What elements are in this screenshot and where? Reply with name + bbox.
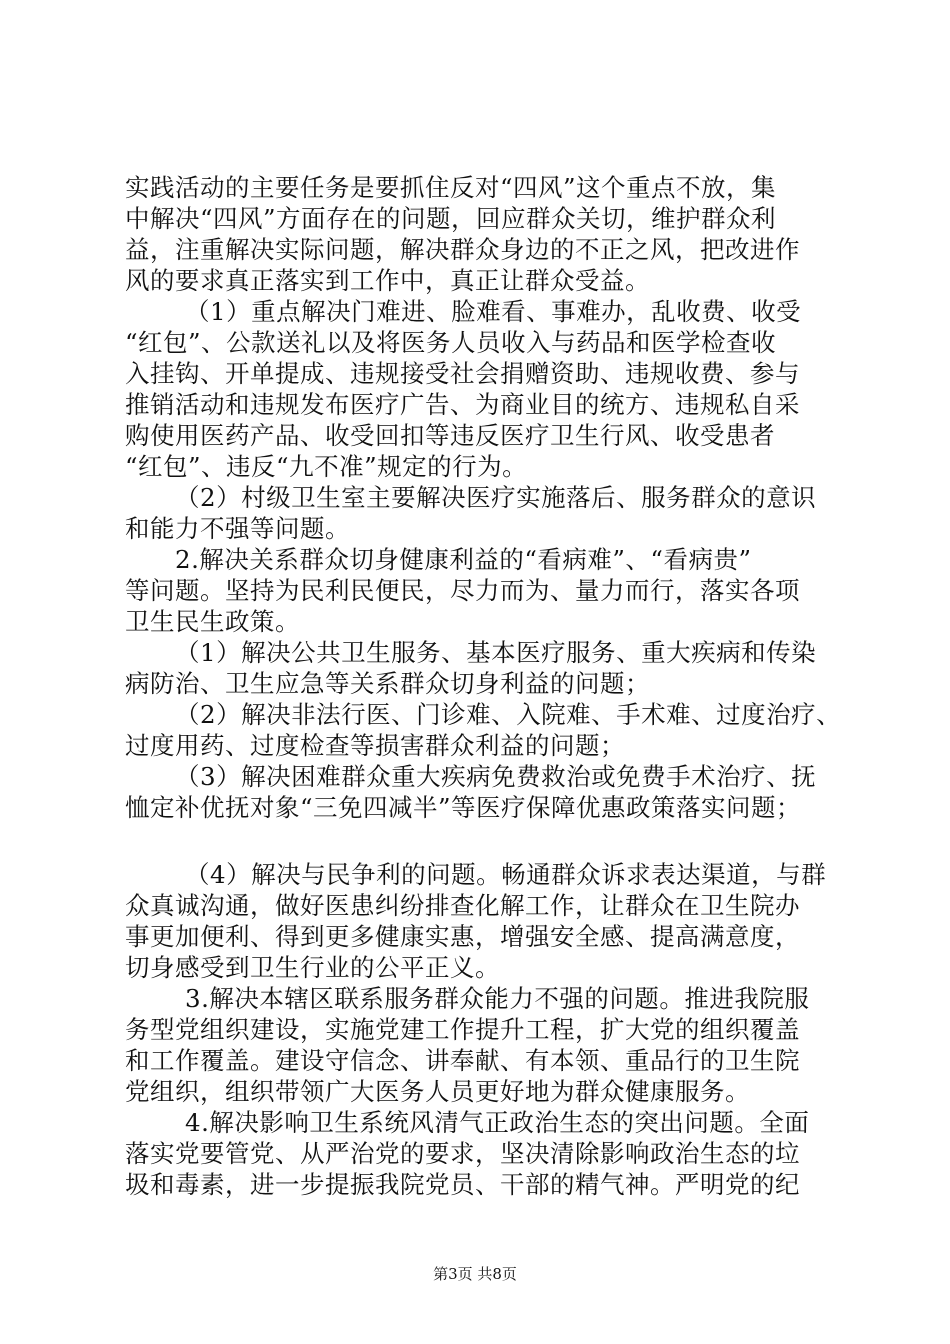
text-line: 推销活动和违规发布医疗广告、为商业目的统方、违规私自采: [125, 390, 800, 419]
text-line: 落实党要管党、从严治党的要求，坚决清除影响政治生态的垃: [125, 1139, 800, 1168]
text-line: （1）重点解决门难进、脸难看、事难办，乱收费、收受: [185, 297, 802, 326]
text-line: 和工作覆盖。建设守信念、讲奉献、有本领、重品行的卫生院: [125, 1046, 800, 1075]
text-line: （1）解决公共卫生服务、基本医疗服务、重大疾病和传染: [175, 638, 817, 667]
text-line: 3.解决本辖区联系服务群众能力不强的问题。推进我院服: [185, 984, 810, 1013]
text-line: 卫生民生政策。: [125, 607, 300, 636]
text-line: 等问题。坚持为民利民便民，尽力而为、量力而行，落实各项: [125, 576, 800, 605]
document-body: [125, 172, 842, 1200]
text-line: （2）解决非法行医、门诊难、入院难、手术难、过度治疗、: [175, 700, 842, 729]
text-line: 务型党组织建设，实施党建工作提升工程，扩大党的组织覆盖: [125, 1015, 800, 1044]
text-line: 入挂钩、开单提成、违规接受社会捐赠资助、违规收费、参与: [125, 359, 800, 388]
text-line: 众真诚沟通，做好医患纠纷排查化解工作，让群众在卫生院办: [125, 891, 800, 920]
text-line: 实践活动的主要任务是要抓住反对“四风”这个重点不放，集: [125, 173, 777, 202]
text-line: 恤定补优抚对象“三免四减半”等医疗保障优惠政策落实问题；: [125, 793, 802, 822]
text-line: 中解决“四风”方面存在的问题，回应群众关切，维护群众利: [125, 204, 777, 233]
paragraph-gap: [125, 823, 835, 859]
text-line: 过度用药、过度检查等损害群众利益的问题；: [125, 731, 625, 760]
text-line: 事更加便利、得到更多健康实惠，增强安全感、提高满意度，: [125, 922, 800, 951]
text-line: 圾和毒素，进一步提振我院党员、干部的精气神。严明党的纪: [125, 1170, 800, 1199]
text-line: 2.解决关系群众切身健康利益的“看病难”、“看病贵”: [175, 545, 752, 574]
page-number-footer: 第3页 共8页: [433, 1265, 517, 1283]
text-line: 切身感受到卫生行业的公平正义。: [125, 953, 500, 982]
text-line: 党组织，组织带领广大医务人员更好地为群众健康服务。: [125, 1077, 750, 1106]
text-line: “红包”、公款送礼以及将医务人员收入与药品和医学检查收: [125, 328, 777, 357]
text-line: 益，注重解决实际问题，解决群众身边的不正之风，把改进作: [125, 235, 800, 264]
text-line: 病防治、卫生应急等关系群众切身利益的问题；: [125, 669, 650, 698]
text-line: 风的要求真正落实到工作中，真正让群众受益。: [125, 266, 650, 295]
text-line: （3）解决困难群众重大疾病免费救治或免费手术治疗、抚: [175, 762, 817, 791]
text-line: 和能力不强等问题。: [125, 514, 350, 543]
text-line: （2）村级卫生室主要解决医疗实施落后、服务群众的意识: [175, 483, 817, 512]
text-line: （4）解决与民争利的问题。畅通群众诉求表达渠道，与群: [185, 860, 827, 889]
text-line: 4.解决影响卫生系统风清气正政治生态的突出问题。全面: [185, 1108, 810, 1137]
text-line: “红包”、违反“九不准”规定的行为。: [125, 452, 528, 481]
text-line: 购使用医药产品、收受回扣等违反医疗卫生行风、收受患者: [125, 421, 775, 450]
